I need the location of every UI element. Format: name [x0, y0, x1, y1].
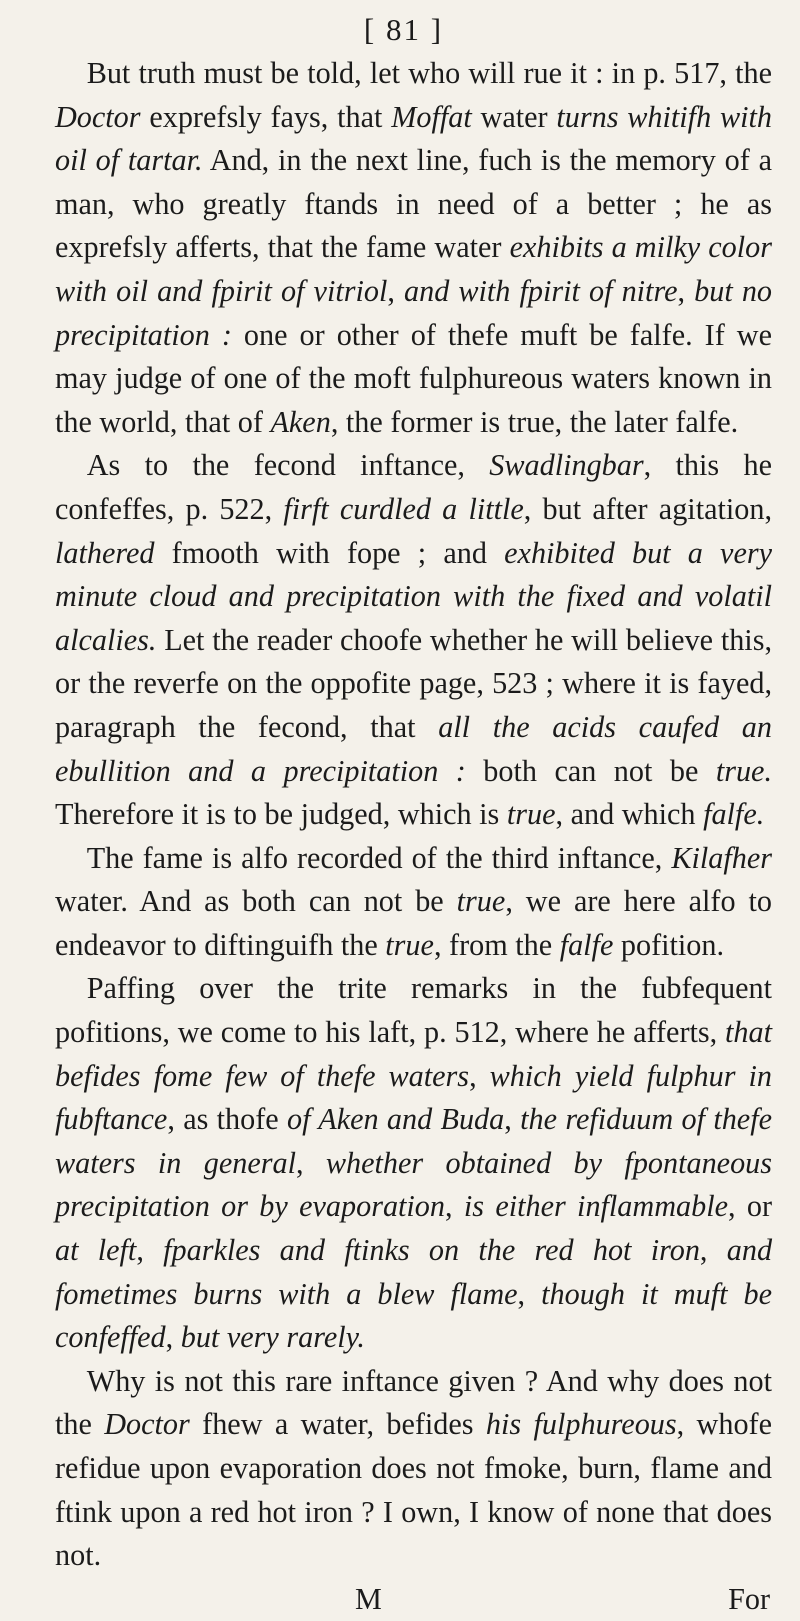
text-run: The fame is alfo recorded of the third inftance,	[86, 840, 672, 875]
italic-text-run: true	[385, 927, 434, 962]
italic-text-run: is either inflammable	[463, 1189, 728, 1224]
italic-text-run: though it muft be confeffed	[55, 1276, 773, 1355]
text-run: ,	[469, 1058, 490, 1093]
text-run: ,	[295, 1145, 326, 1180]
paragraph	[55, 444, 772, 836]
text-run: , but after agitation,	[523, 491, 772, 526]
italic-text-run: true	[506, 797, 556, 832]
page-number-header: [ 81 ]	[363, 12, 444, 47]
signature-mark: M	[355, 1581, 382, 1616]
text-run: And, in the next line, fuch is the memory of a man, who greatly ftands in need of a better ; he as exprefsly afferts, that the fame water	[55, 143, 772, 265]
text-run: ,	[387, 273, 404, 308]
italic-text-run: which yield fulphur in fubftance	[55, 1058, 772, 1137]
text-run: both can not be	[465, 753, 716, 788]
italic-text-run: at left	[55, 1233, 137, 1268]
italic-text-run: falfe.	[703, 797, 765, 832]
text-run: , we are here alfo to endeavor to diftinguifh the	[55, 884, 773, 962]
text-run: Let the reader choofe whether he will believe this, or the reverfe on the oppofite page, 523 ; where it is fayed, paragraph the fecond, that	[55, 622, 772, 744]
text-run: fhew a water, befides	[189, 1407, 486, 1442]
text-run: Therefore it is to be judged, which is	[55, 797, 507, 832]
text-run: ,	[504, 1102, 521, 1137]
italic-text-run: all the acids caufed an ebullition and a precipitation :	[55, 709, 772, 788]
italic-text-run: falfe	[559, 927, 614, 962]
text-run: ,	[517, 1276, 542, 1311]
text-run: ,	[677, 273, 695, 308]
text-run: fmooth with fope ; and	[154, 535, 505, 570]
text-run: , whofe refidue upon evaporation does not fmoke, burn, flame and ftink upon a red hot iron ? I own, I know of none that does not.	[55, 1407, 772, 1573]
italic-text-run: Kilafher	[671, 840, 772, 875]
text-run: Paffing over the trite remarks in the fubfequent pofitions, we come to his laft, p. 512, where he afferts,	[55, 971, 772, 1050]
italic-text-run: lathered	[55, 535, 155, 570]
italic-text-run: Doctor	[104, 1407, 190, 1442]
text-run: Why is not this rare inftance given ? And why does not the	[55, 1363, 772, 1442]
italic-text-run: the refiduum of thefe waters in general	[55, 1102, 772, 1180]
italic-text-run: turns whitifh with oil of tartar.	[55, 99, 772, 178]
text-run: , as thofe	[167, 1102, 288, 1137]
italic-text-run: Aken	[270, 404, 331, 439]
text-run: , and which	[555, 797, 704, 832]
italic-text-run: exhibited but a very minute cloud and precipitation with the fixed and volatil alcalies.	[55, 535, 772, 657]
paragraph	[55, 967, 772, 1359]
italic-text-run: of Aken and Buda	[287, 1102, 505, 1137]
italic-text-run: and fometimes burns with a blew flame	[55, 1233, 773, 1311]
italic-text-run: Doctor	[55, 99, 141, 134]
italic-text-run: true.	[715, 753, 772, 788]
text-run: , from the	[433, 927, 560, 962]
text-run: one or other of thefe muft be falfe. If we may judge of one of the moft fulphureous waters known in the world, that of	[55, 317, 772, 439]
italic-text-run: but very rarely.	[180, 1320, 365, 1355]
text-run: ,	[165, 1320, 181, 1355]
text-run: pofition.	[613, 927, 725, 962]
page-footer	[55, 1578, 772, 1621]
text-run: water	[471, 99, 557, 134]
paragraph	[55, 52, 772, 444]
italic-text-run: whether obtained by fpontaneous precipitation or by evaporation	[55, 1145, 773, 1224]
text-run: ,	[136, 1233, 164, 1268]
text-run: ,	[699, 1233, 727, 1268]
italic-text-run: Swadlingbar	[489, 448, 644, 483]
italic-text-run: his fulphureous	[485, 1407, 677, 1442]
italic-text-run: true	[456, 884, 506, 919]
italic-text-run: Moffat	[391, 99, 472, 134]
text-run: As to the fecond inftance,	[86, 448, 490, 483]
paragraph	[55, 1360, 772, 1578]
text-run: water. And as both can not be	[55, 884, 457, 919]
italic-text-run: but no precipitation :	[55, 273, 773, 352]
text-run: , or	[727, 1189, 772, 1224]
italic-text-run: and with fpirit of nitre	[404, 273, 678, 308]
text-run: , this he confeffes, p. 522,	[55, 448, 772, 526]
body-text	[55, 52, 772, 1578]
italic-text-run: fparkles and ftinks on the red hot iron	[163, 1233, 700, 1268]
text-run: But truth must be told, let who will rue it : in p. 517, the	[86, 56, 772, 90]
catchword: For	[728, 1581, 770, 1616]
text-run: , the former is true, the later falfe.	[330, 404, 739, 439]
italic-text-run: firft curdled a little	[283, 491, 524, 526]
text-run: ,	[445, 1189, 464, 1224]
italic-text-run: exhibits a milky color with oil and fpirit of vitriol	[55, 230, 772, 308]
italic-text-run: that befides fome few of thefe waters	[55, 1015, 772, 1093]
paragraph	[55, 837, 772, 968]
text-run: exprefsly fays, that	[140, 99, 392, 134]
